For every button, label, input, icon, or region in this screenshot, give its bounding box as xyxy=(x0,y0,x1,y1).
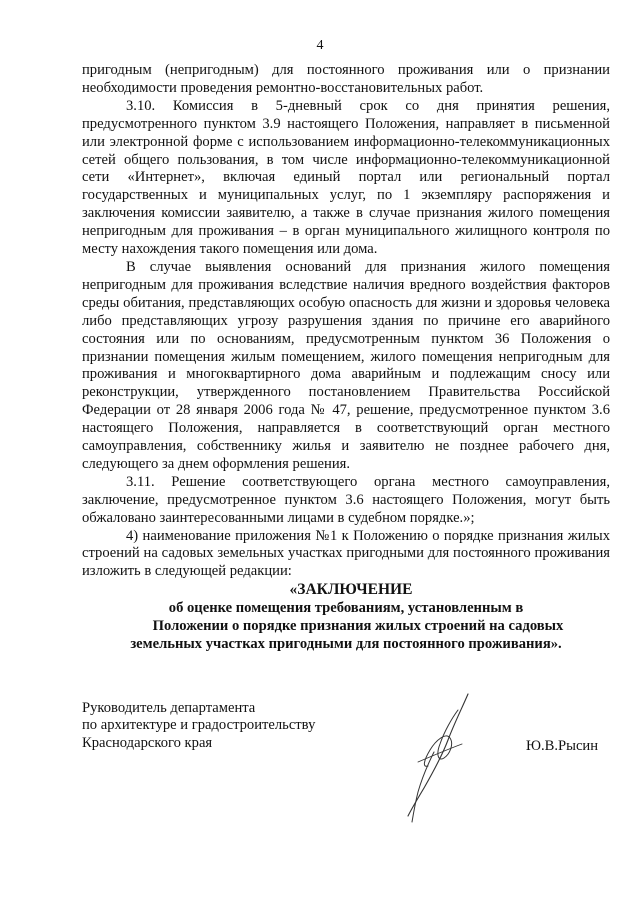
paragraph-continuation: пригодным (непригодным) для постоянного проживания или о признании необходимости проведения ремонтно-восстановительных работ. xyxy=(82,62,610,96)
paragraph-3-10: 3.10. Комиссия в 5-дневный срок со дня принятия решения, предусмотренного пунктом 3.9 настоящего Положения, направляет в письменной или электронной форме с использованием информационно-телекоммуникационных сетей общего пользования, в том числе информационно-телекоммуникационной сети «Интернет», включая единый портал или региональный портал государственных и муниципальных услуг, по 1 экземпляру распоряжения и заключения комиссии заявителю, а также в случае признания жилого помещения непригодным для проживания – в орган муниципального жилищного контроля по месту нахождения такого помещения или дома. xyxy=(82,97,610,258)
paragraph-item-4: 4) наименование приложения №1 к Положению о порядке признания жилых строений на садовых земельных участках пригодными для постоянного проживания изложить в следующей редакции: xyxy=(82,527,610,580)
signatory-position-line-2: по архитектуре и градостроительству xyxy=(82,717,316,734)
signatory-name: Ю.В.Рысин xyxy=(526,738,599,754)
appendix-heading xyxy=(82,581,610,653)
paragraph-3-11: 3.11. Решение соответствующего органа местного самоуправления, заключение, предусмотренное пунктом 3.6 настоящего Положения, могут быть обжаловано заинтересованными лицами в судебном порядке.»; xyxy=(82,473,610,526)
appendix-subtitle-line-1: об оценке помещения требованиям, установленным в xyxy=(168,600,524,616)
appendix-subtitle-line-2: Положении о порядке признания жилых строений на садовых xyxy=(152,618,564,634)
signatory-position-line-1: Руководитель департамента xyxy=(82,700,256,716)
handwritten-signature xyxy=(388,688,498,828)
signatory-position-line-3: Краснодарского края xyxy=(82,734,213,751)
appendix-title: «ЗАКЛЮЧЕНИЕ xyxy=(289,581,413,598)
signature-stroke-tail xyxy=(412,752,434,822)
page-number: 4 xyxy=(316,38,324,53)
signatory-position xyxy=(82,700,315,752)
paragraph-unfit-housing: В случае выявления оснований для признания жилого помещения непригодным для проживания вследствие наличия вредного воздействия факторов среды обитания, представляющих особую опасность для жизни и здоровья человека либо представляющих угрозу разрушения здания по причине его аварийного состояния или по основаниям, предусмотренным пунктом 36 Положения о признании помещения жилым помещением, жилого помещения непригодным для проживания и многоквартирного дома аварийным и подлежащим сносу или реконструкции, утвержденного постановлением Правительства Российской Федерации от 28 января 2006 года № 47, решение, предусмотренное пунктом 3.6 настоящего Положения, направляется в соответствующий орган местного самоуправления, собственнику жилья и заявителю не позднее рабочего дня, следующего за днем оформления решения. xyxy=(82,258,610,472)
document-body xyxy=(82,62,610,581)
signature-stroke-loop xyxy=(424,710,458,766)
appendix-subtitle-line-3: земельных участках пригодными для постоянного проживания». xyxy=(130,636,562,652)
